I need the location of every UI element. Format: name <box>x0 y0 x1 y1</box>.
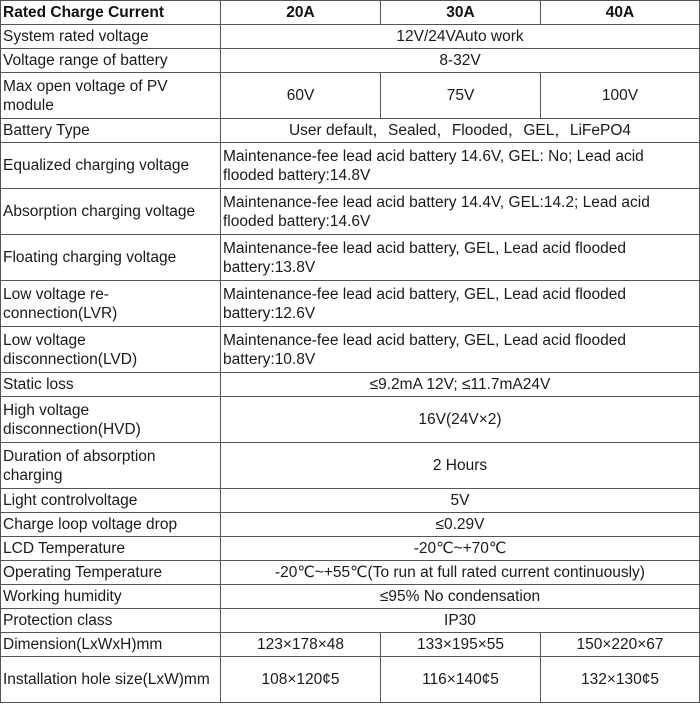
row-label: Dimension(LxWxH)mm <box>1 633 221 657</box>
header-40a: 40A <box>541 1 700 25</box>
row-value: 8-32V <box>221 49 700 73</box>
row-value: 2 Hours <box>221 443 700 489</box>
row-value: ≤9.2mA 12V; ≤11.7mA24V <box>221 373 700 397</box>
table-row <box>1 73 700 119</box>
row-value: ≤95% No condensation <box>221 585 700 609</box>
row-label: Operating Temperature <box>1 561 221 585</box>
value-40a: 150×220×67 <box>541 633 700 657</box>
row-value: IP30 <box>221 609 700 633</box>
table-row <box>1 609 700 633</box>
row-label: Max open voltage of PV module <box>1 73 221 119</box>
row-label: Low voltage disconnection(LVD) <box>1 327 221 373</box>
value-40a: 132×130¢5 <box>541 657 700 703</box>
header-label: Rated Charge Current <box>1 1 221 25</box>
row-value: -20℃~+70℃ <box>221 537 700 561</box>
table-row <box>1 327 700 373</box>
table-row <box>1 657 700 703</box>
row-value: Maintenance-fee lead acid battery, GEL, Lead acid flooded battery:12.6V <box>221 281 700 327</box>
row-label: Protection class <box>1 609 221 633</box>
table-row <box>1 281 700 327</box>
row-value: Maintenance-fee lead acid battery, GEL, Lead acid flooded battery:13.8V <box>221 235 700 281</box>
value-40a: 100V <box>541 73 700 119</box>
row-label: Equalized charging voltage <box>1 143 221 189</box>
table-row <box>1 235 700 281</box>
table-row <box>1 489 700 513</box>
row-label: Duration of absorption charging <box>1 443 221 489</box>
table-row <box>1 443 700 489</box>
value-30a: 133×195×55 <box>381 633 541 657</box>
row-label: Working humidity <box>1 585 221 609</box>
table-row <box>1 397 700 443</box>
row-label: Battery Type <box>1 119 221 143</box>
table-row <box>1 537 700 561</box>
table-row <box>1 585 700 609</box>
row-label: Low voltage re-connection(LVR) <box>1 281 221 327</box>
row-value: 12V/24VAuto work <box>221 25 700 49</box>
table-row <box>1 143 700 189</box>
table-row <box>1 373 700 397</box>
table-row <box>1 25 700 49</box>
table-row <box>1 49 700 73</box>
header-30a: 30A <box>381 1 541 25</box>
row-value: User default，Sealed，Flooded，GEL，LiFePO4 <box>221 119 700 143</box>
row-label: System rated voltage <box>1 25 221 49</box>
table-row <box>1 633 700 657</box>
value-20a: 60V <box>221 73 381 119</box>
row-label: Installation hole size(LxW)mm <box>1 657 221 703</box>
row-label: Absorption charging voltage <box>1 189 221 235</box>
row-value: Maintenance-fee lead acid battery 14.6V, GEL: No; Lead acid flooded battery:14.8V <box>221 143 700 189</box>
table-row <box>1 119 700 143</box>
table-row <box>1 561 700 585</box>
row-value: 5V <box>221 489 700 513</box>
row-label: Voltage range of battery <box>1 49 221 73</box>
row-value: ≤0.29V <box>221 513 700 537</box>
row-label: LCD Temperature <box>1 537 221 561</box>
value-30a: 116×140¢5 <box>381 657 541 703</box>
row-value: -20℃~+55℃(To run at full rated current continuously) <box>221 561 700 585</box>
table-row <box>1 189 700 235</box>
value-20a: 108×120¢5 <box>221 657 381 703</box>
header-20a: 20A <box>221 1 381 25</box>
row-label: Floating charging voltage <box>1 235 221 281</box>
table-row <box>1 513 700 537</box>
value-20a: 123×178×48 <box>221 633 381 657</box>
row-label: Static loss <box>1 373 221 397</box>
row-value: Maintenance-fee lead acid battery 14.4V, GEL:14.2; Lead acid flooded battery:14.6V <box>221 189 700 235</box>
row-label: Light controlvoltage <box>1 489 221 513</box>
row-value: Maintenance-fee lead acid battery, GEL, Lead acid flooded battery:10.8V <box>221 327 700 373</box>
row-label: Charge loop voltage drop <box>1 513 221 537</box>
row-value: 16V(24V×2) <box>221 397 700 443</box>
row-label: High voltage disconnection(HVD) <box>1 397 221 443</box>
value-30a: 75V <box>381 73 541 119</box>
table-header-row <box>1 1 700 25</box>
